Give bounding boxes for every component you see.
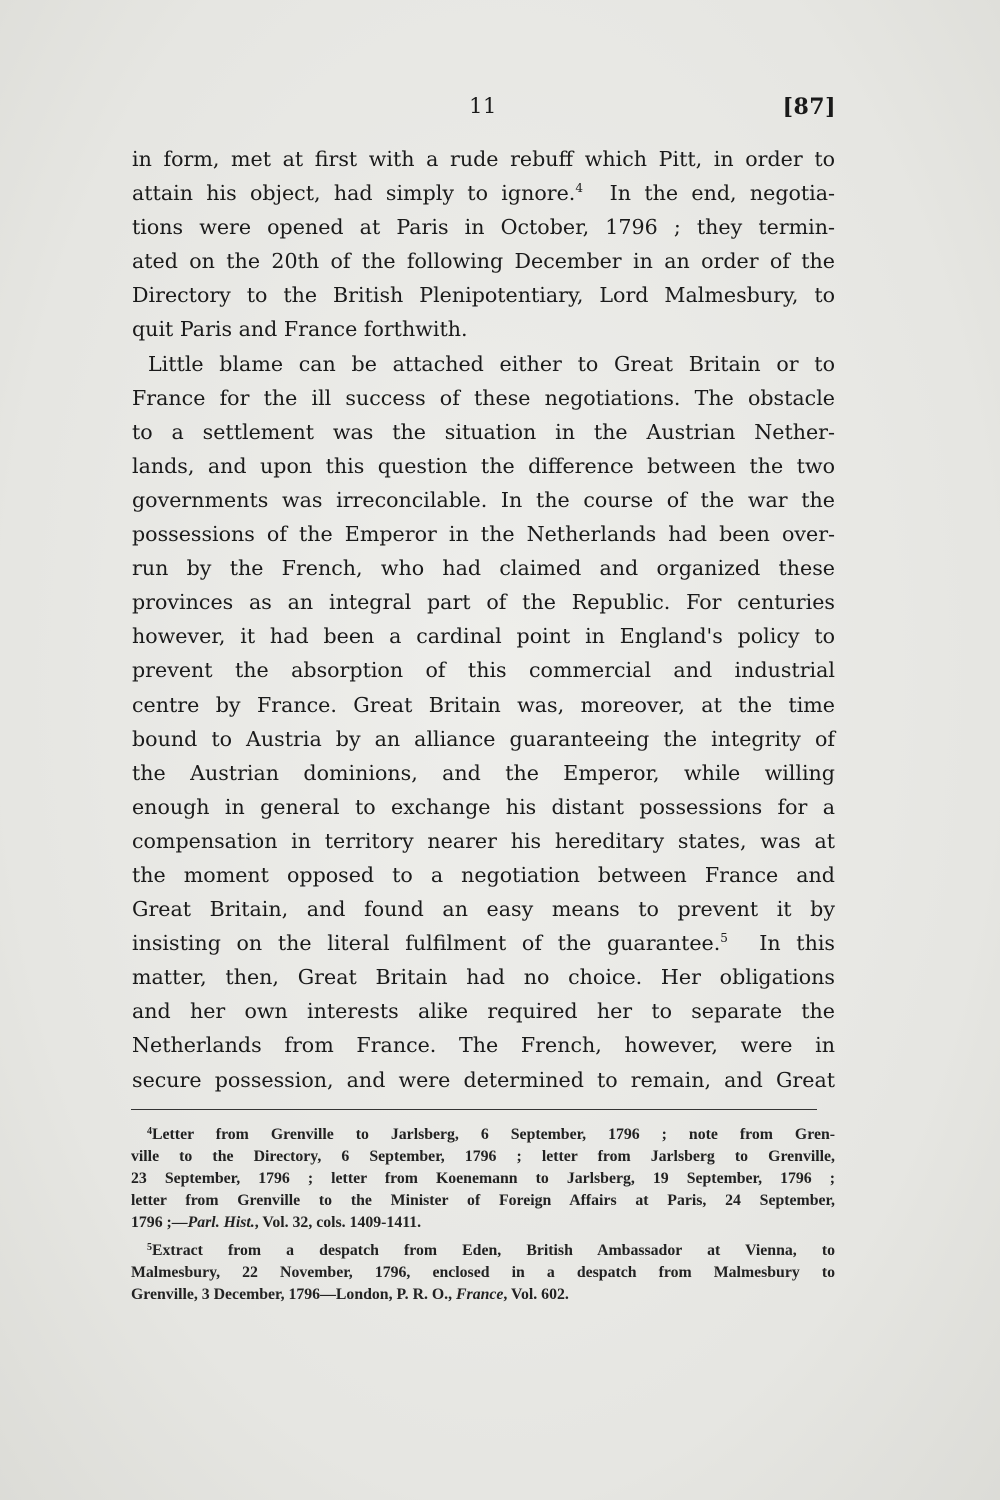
text-line: Netherlands from France. The French, however, were in — [132, 1033, 835, 1058]
page-number: 11 — [469, 94, 497, 118]
text-line: secure possession, and were determined to remain, and Great — [132, 1067, 835, 1092]
footnote-mark: 4 — [147, 1126, 152, 1137]
text-line: governments was irreconcilable. In the course of the war the — [132, 487, 835, 512]
text-line: quit Paris and France forthwith. — [132, 317, 468, 342]
text-line — [132, 176, 835, 210]
footnote-line — [131, 1212, 835, 1234]
footnote-4 — [131, 1124, 835, 1234]
footnote-divider — [131, 1109, 817, 1110]
text-line: to a settlement was the situation in the Austrian Nether- — [132, 419, 835, 444]
text-line: however, it had been a cardinal point in England's policy to — [132, 624, 835, 649]
footnote-mark: 5 — [147, 1242, 152, 1253]
text-fragment: 1796 ;— — [131, 1214, 188, 1231]
footnote-line — [131, 1240, 835, 1262]
text-fragment: , Vol. 602. — [503, 1286, 569, 1303]
text-line: provinces as an integral part of the Republic. For centuries — [132, 590, 835, 615]
text-line: Directory to the British Plenipotentiary, Lord Malmesbury, to — [132, 283, 835, 308]
footnote-line: 23 September, 1796 ; letter from Koenemann to Jarlsberg, 19 September, 1796 ; — [131, 1170, 835, 1187]
text-line: centre by France. Great Britain was, moreover, at the time — [132, 692, 835, 717]
footnotes — [131, 1124, 835, 1312]
footnote-5 — [131, 1240, 835, 1306]
text-line: bound to Austria by an alliance guaranteeing the integrity of — [132, 726, 835, 751]
text-line: Little blame can be attached either to Great Britain or to — [148, 351, 835, 376]
text-line: compensation in territory nearer his hereditary states, was at — [132, 828, 835, 853]
italic-citation: Parl. Hist. — [187, 1214, 255, 1231]
text-line: prevent the absorption of this commercial and industrial — [132, 658, 835, 683]
text-fragment: Grenville, 3 December, 1796—London, P. R. O., — [131, 1286, 457, 1303]
text-fragment: attain his object, had simply to ignore. — [132, 181, 576, 206]
italic-citation: France — [456, 1286, 504, 1303]
footnote-line: ville to the Directory, 6 September, 1796 ; letter from Jarlsberg to Grenville, — [131, 1148, 835, 1165]
text-line: the moment opposed to a negotiation between France and — [132, 862, 835, 887]
text-fragment: Letter from Grenville to Jarlsberg, 6 September, 1796 ; note from Gren- — [152, 1126, 835, 1143]
text-line: run by the French, who had claimed and organized these — [132, 556, 835, 581]
text-line: matter, then, Great Britain had no choice. Her obligations — [132, 965, 835, 990]
text-line: and her own interests alike required her to separate the — [132, 999, 835, 1024]
text-line: tions were opened at Paris in October, 1796 ; they termin- — [132, 215, 835, 240]
text-line: enough in general to exchange his distant possessions for a — [132, 794, 835, 819]
footnote-line: Malmesbury, 22 November, 1796, enclosed in a despatch from Malmesbury to — [131, 1264, 835, 1281]
footnote-reference: 4 — [575, 181, 583, 196]
text-fragment: Extract from a despatch from Eden, British Ambassador at Vienna, to — [152, 1242, 835, 1259]
footnote-line — [131, 1124, 835, 1146]
footnote-line — [131, 1284, 835, 1306]
text-fragment: In the end, negotia- — [609, 181, 836, 206]
text-line: lands, and upon this question the difference between the two — [132, 453, 835, 478]
text-line — [132, 926, 835, 960]
footnote-reference: 5 — [720, 931, 728, 946]
text-line: possessions of the Emperor in the Netherlands had been over- — [132, 522, 835, 547]
text-fragment: In this — [759, 931, 835, 956]
body-text — [132, 142, 835, 1097]
text-line: the Austrian dominions, and the Emperor, while willing — [132, 760, 835, 785]
text-line: in form, met at first with a rude rebuff which Pitt, in order to — [132, 147, 835, 171]
text-fragment: , Vol. 32, cols. 1409-1411. — [254, 1214, 422, 1231]
text-line: France for the ill success of these negotiations. The obstacle — [132, 385, 835, 410]
text-fragment: insisting on the literal fulfilment of the guarantee. — [132, 931, 721, 956]
text-line: ated on the 20th of the following December in an order of the — [132, 249, 835, 274]
text-line: Great Britain, and found an easy means to prevent it by — [132, 897, 835, 922]
footnote-line: letter from Grenville to the Minister of Foreign Affairs at Paris, 24 September, — [131, 1192, 835, 1209]
page-header — [130, 94, 836, 128]
page-reference: [87] — [782, 94, 836, 120]
